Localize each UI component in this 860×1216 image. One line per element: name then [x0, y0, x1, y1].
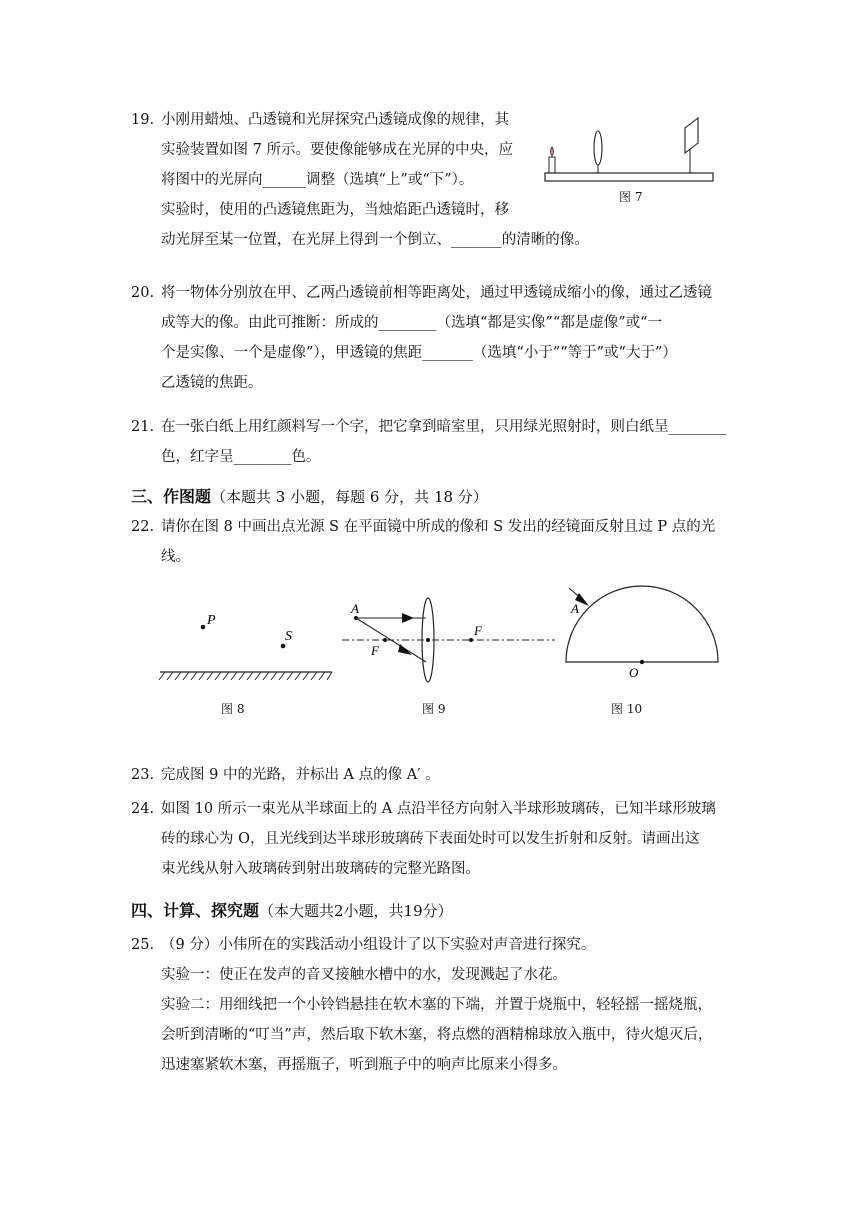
figure-10-caption: 图 10: [611, 702, 643, 716]
question-number: 24.: [131, 801, 155, 817]
question-text-line: 请你在图 8 中画出点光源 S 在平面镜中所成的像和 S 发出的经镜面反射且过 P 点的光: [161, 519, 716, 535]
label-p: P: [207, 613, 216, 628]
question-text-line: 成等大的像。由此可推断：所成的________（选填“都是实像”“都是虚像”或“一: [161, 315, 663, 331]
question-text-line: 小刚用蜡烛、凸透镜和光屏探究凸透镜成像的规律，其: [161, 112, 509, 128]
figure-7-caption: 图 7: [619, 190, 643, 204]
figure-8-plane-mirror: [155, 600, 340, 690]
question-23: [131, 760, 440, 790]
label-a: A: [571, 601, 579, 616]
question-22: [131, 512, 715, 572]
question-text-line: 砖的球心为 O，且光线到达半球形玻璃砖下表面处时可以发生折射和反射。请画出这: [161, 831, 700, 847]
question-text-line: 实验时，使用的凸透镜焦距为，当烛焰距凸透镜时，移: [161, 202, 509, 218]
question-text-line: 束光线从射入玻璃砖到射出玻璃砖的完整光路图。: [161, 861, 480, 877]
question-20: [131, 278, 712, 398]
question-number: 19.: [131, 112, 155, 128]
question-number: 22.: [131, 519, 155, 535]
question-text-line: 实验一：使正在发声的音叉接触水槽中的水，发现溅起了水花。: [161, 967, 567, 983]
question-text-line: 乙透镜的焦距。: [161, 375, 263, 391]
figure-10-semicircle-glass: [555, 580, 730, 685]
label-o: O: [629, 665, 639, 680]
figure-7-optical-bench: [540, 110, 720, 185]
figure-8-caption: 图 8: [221, 702, 245, 716]
question-text-line: 在一张白纸上用红颜料写一个字，把它拿到暗室里，只用绿光照射时，则白纸呈________: [161, 419, 727, 435]
question-text-line: 实验二：用细线把一个小铃铛悬挂在软木塞的下端，并置于烧瓶中，轻轻摇一摇烧瓶，: [161, 997, 712, 1013]
question-number: 25.: [131, 937, 155, 953]
label-f-left: F: [371, 643, 379, 658]
question-text-line: 色，红字呈________色。: [161, 449, 321, 465]
label-a: A: [351, 601, 359, 616]
question-24: [131, 794, 716, 884]
question-text-line: 会听到清晰的“叮当”声，然后取下软木塞，将点燃的酒精棉球放入瓶中，待火熄灭后，: [161, 1027, 713, 1043]
question-text-line: 迅速塞紧软木塞，再摇瓶子，听到瓶子中的响声比原来小得多。: [161, 1057, 567, 1073]
question-number: 23.: [131, 767, 155, 783]
section-note: （本大题共2小题，共19分）: [259, 902, 453, 920]
question-number: 20.: [131, 285, 155, 301]
section-title: 四、计算、探究题: [131, 901, 260, 920]
question-text-line: 动光屏至某一位置，在光屏上得到一个倒立、_______的清晰的像。: [161, 232, 589, 248]
question-25: [131, 930, 712, 1080]
question-text-line: 将一物体分别放在甲、乙两凸透镜前相等距离处，通过甲透镜成缩小的像，通过乙透镜: [161, 285, 712, 301]
question-text-line: 如图 10 所示一束光从半球面上的 A 点沿半径方向射入半球形玻璃砖，已知半球形玻璃: [161, 801, 716, 817]
question-text-line: 将图中的光屏向______调整（选填“上”或“下”）。: [161, 172, 474, 188]
question-21: [131, 412, 727, 472]
figure-9-lens-diagram: [340, 595, 560, 695]
section-heading: [131, 898, 453, 921]
question-number: 21.: [131, 419, 155, 435]
question-19: [131, 105, 589, 255]
section-heading: [131, 484, 488, 507]
label-s: S: [285, 629, 292, 644]
question-text-line: 完成图 9 中的光路，并标出 A 点的像 A′ 。: [161, 767, 440, 783]
question-text-line: 实验装置如图 7 所示。要使像能够成在光屏的中央，应: [161, 142, 513, 158]
section-title: 三、作图题: [131, 487, 212, 506]
figure-9-caption: 图 9: [422, 702, 446, 716]
question-text-line: 个是实像、一个是虚像”），甲透镜的焦距_______（选填“小于”“等于”或“大于”）: [161, 345, 677, 361]
section-note: （本题共 3 小题，每题 6 分，共 18 分）: [211, 488, 488, 506]
label-f-right: F: [474, 623, 482, 638]
question-text-line: 线。: [161, 549, 190, 565]
question-text-line: （9 分）小伟所在的实践活动小组设计了以下实验对声音进行探究。: [161, 937, 596, 953]
